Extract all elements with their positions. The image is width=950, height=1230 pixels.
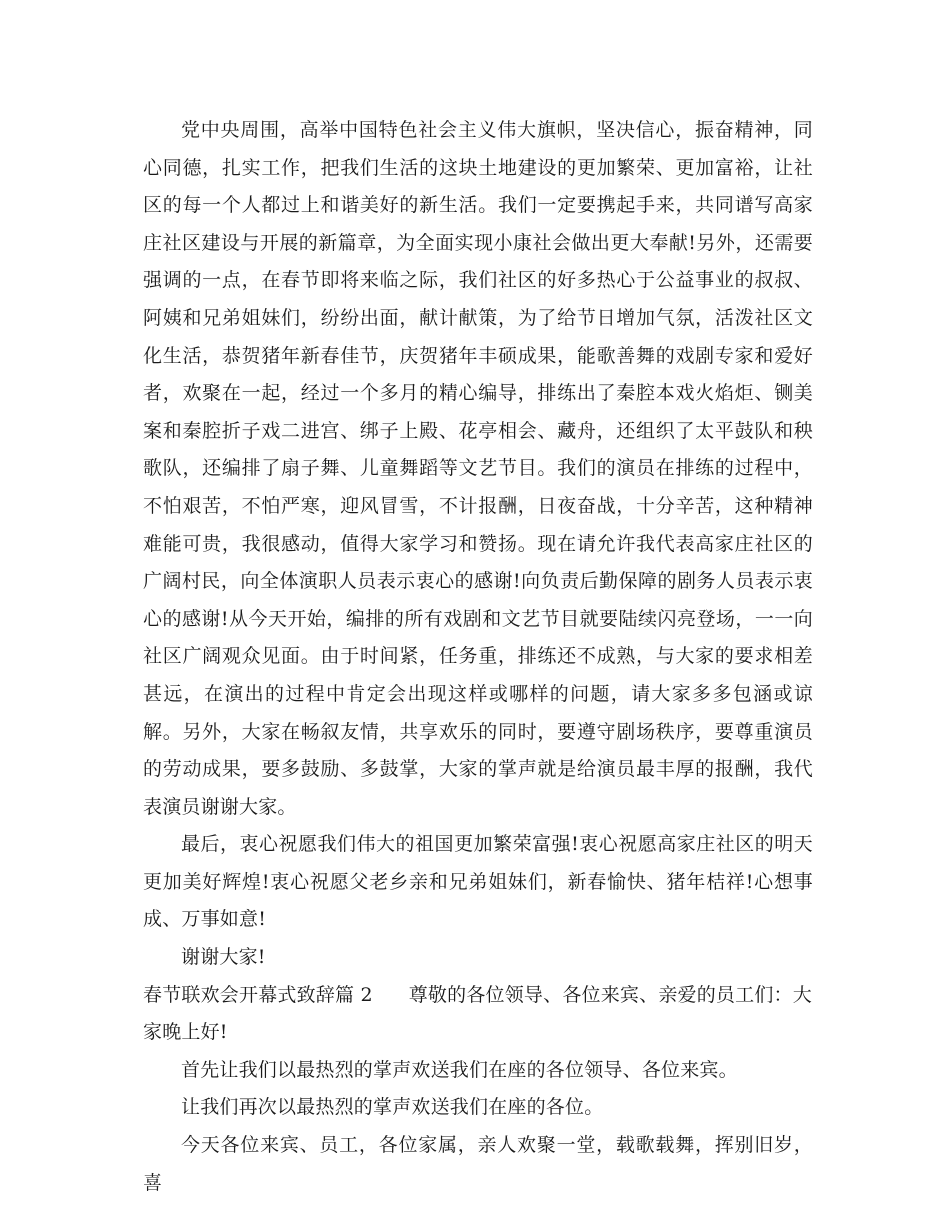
document-body <box>143 112 813 1202</box>
paragraph-thanks: 谢谢大家! <box>181 946 266 969</box>
paragraph-second-applause: 让我们再次以最热烈的掌声欢送我们在座的各位。 <box>181 1096 604 1119</box>
paragraph-speech-body: 党中央周围，高举中国特色社会主义伟大旗帜，坚决信心，振奋精神，同心同德，扎实工作，把我们生活的这块土地建设的更加繁荣、更加富裕，让社区的每一个人都过上和谐美好的新生活。我们一定要携起手来，共同谱写高家庄社区建设与开展的新篇章，为全面实现小康社会做出更大奉献!另外，还需要强调的一点，在春节即将来临之际，我们社区的好多热心于公益事业的叔叔、阿姨和兄弟姐妹们，纷纷出面，献计献策，为了给节日增加气氛，活泼社区文化生活，恭贺猪年新春佳节，庆贺猪年丰硕成果，能歌善舞的戏剧专家和爱好者，欢聚在一起，经过一个多月的精心编导，排练出了秦腔本戏火焰炬、铡美案和秦腔折子戏二进宫、绑子上殿、花亭相会、藏舟，还组织了太平鼓队和秧歌队，还编排了扇子舞、儿童舞蹈等文艺节目。我们的演员在排练的过程中，不怕艰苦，不怕严寒，迎风冒雪，不计报酬，日夜奋战，十分辛苦，这种精神难能可贵，我很感动，值得大家学习和赞扬。现在请允许我代表高家庄社区的广阔村民，向全体演职人员表示衷心的感谢!向负责后勤保障的剧务人员表示衷心的感谢!从今天开始，编排的所有戏剧和文艺节目就要陆续闪亮登场，一一向社区广阔观众见面。由于时间紧，任务重，排练还不成熟，与大家的要求相差甚远，在演出的过程中肯定会出现这样或哪样的问题，请大家多多包涵或谅解。另外，大家在畅叙友情，共享欢乐的同时，要遵守剧场秩序，要尊重演员的劳动成果，要多鼓励、多鼓掌，大家的掌声就是给演员最丰厚的报酬，我代表演员谢谢大家。 <box>143 119 813 818</box>
section-title: 春节联欢会开幕式致辞篇 2 <box>143 983 373 1006</box>
paragraph-welcome-applause: 首先让我们以最热烈的掌声欢送我们在座的各位领导、各位来宾。 <box>181 1058 738 1081</box>
section-heading-line <box>143 977 813 1052</box>
section-opening: 尊敬的各位领导、各位来宾、亲爱的员工们：大家晚上好! <box>143 983 812 1044</box>
paragraph-closing-wishes: 最后，衷心祝愿我们伟大的祖国更加繁荣富强!衷心祝愿高家庄社区的明天更加美好辉煌!衷心祝愿父老乡亲和兄弟姐妹们，新春愉快、猪年桔祥!心想事成、万事如意! <box>143 833 813 931</box>
paragraph-gathering: 今天各位来宾、员工，各位家属，亲人欢聚一堂，载歌载舞，挥别旧岁，喜 <box>143 1134 813 1194</box>
